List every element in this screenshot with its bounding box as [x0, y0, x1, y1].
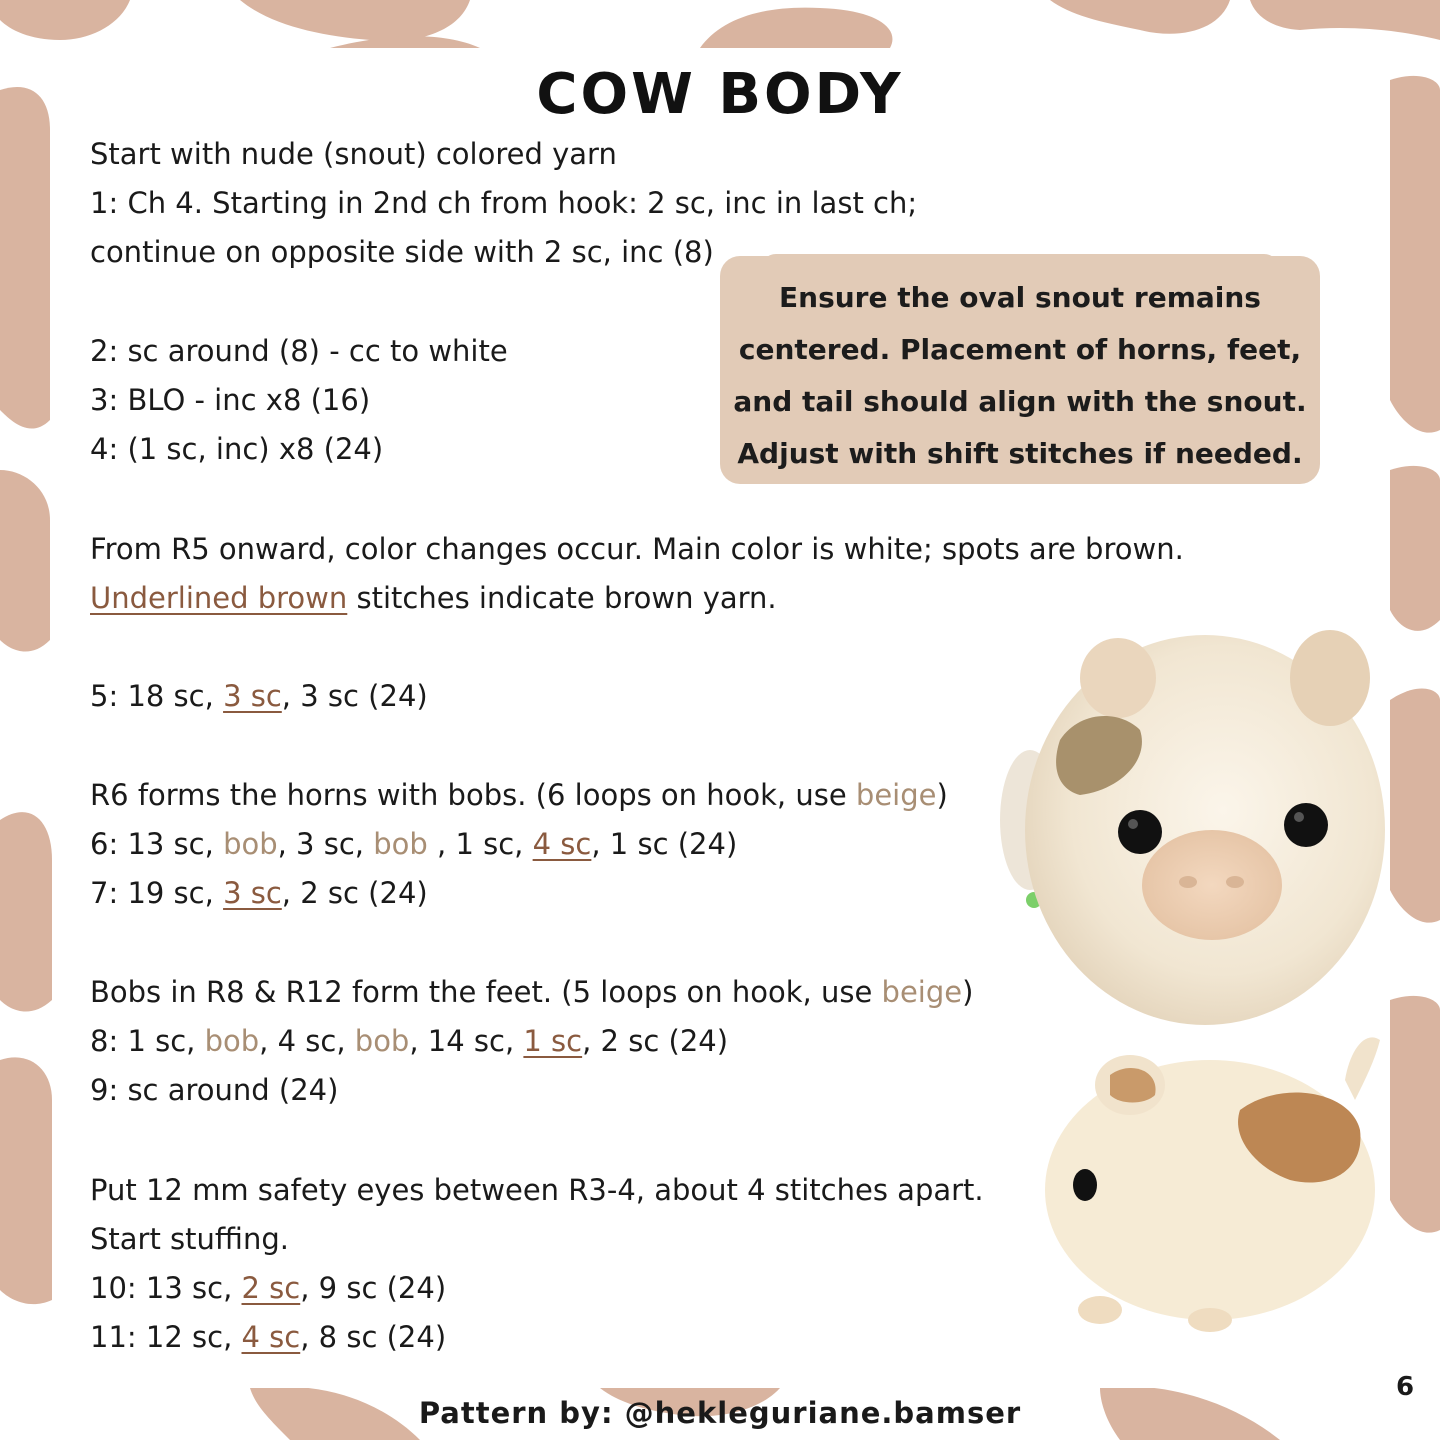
round-7-c: , 2 sc (24) [281, 876, 428, 910]
round-11-brown: 4 sc [241, 1320, 301, 1354]
intro-line-1: Start with nude (snout) colored yarn [90, 137, 617, 171]
note-line-3: and tail should align with the snout. [733, 385, 1307, 418]
note-line-2: centered. Placement of horns, feet, [738, 333, 1302, 366]
round-11-a: 11: 12 sc, [90, 1320, 242, 1354]
round-8-b: , 4 sc, [259, 1024, 355, 1058]
eyes-line-1: Put 12 mm safety eyes between R3-4, about 4 stitches apart. [90, 1173, 984, 1207]
round-6-b: , 3 sc, [277, 827, 374, 861]
color-info-rest: stitches indicate brown yarn. [347, 581, 777, 615]
round-6 [90, 826, 737, 862]
cow-front-photo [1000, 620, 1390, 1030]
round-5-brown: 3 sc [223, 679, 282, 713]
round-10 [90, 1270, 446, 1306]
feet-intro-a: Bobs in R8 & R12 form the feet. (5 loops on hook, use [90, 975, 882, 1009]
page-number: 6 [1396, 1372, 1415, 1402]
round-8-e: , 2 sc (24) [582, 1024, 729, 1058]
round-1-line: 1: Ch 4. Starting in 2nd ch from hook: 2 sc, inc in last ch; [90, 186, 918, 220]
round-6-brown: 4 sc [532, 827, 592, 861]
round-8-bob-1: bob [204, 1024, 260, 1058]
cow-side-photo [1030, 1020, 1390, 1350]
round-6-intro-c: ) [936, 778, 948, 812]
round-6-a: 6: 13 sc, [90, 827, 224, 861]
round-1-continued: continue on opposite side with 2 sc, inc (8) [90, 235, 714, 269]
color-info-line-1: From R5 onward, color changes occur. Main color is white; spots are brown. [90, 532, 1184, 566]
round-10-brown: 2 sc [241, 1271, 301, 1305]
round-6-e: , 1 sc (24) [591, 827, 738, 861]
round-5-c: , 3 sc (24) [281, 679, 428, 713]
round-6-c: , 1 sc, [427, 827, 533, 861]
round-10-a: 10: 13 sc, [90, 1271, 242, 1305]
round-2: 2: sc around (8) - cc to white [90, 334, 508, 368]
round-5 [90, 678, 428, 714]
round-7-brown: 3 sc [223, 876, 282, 910]
feet-intro-c: ) [962, 975, 974, 1009]
round-4: 4: (1 sc, inc) x8 (24) [90, 432, 384, 466]
round-6-bob-1: bob [223, 827, 278, 861]
color-info-line-2 [90, 580, 777, 616]
pattern-credit: Pattern by: @hekleguriane.bamser [418, 1396, 1022, 1430]
round-6-intro-beige: beige [855, 778, 937, 812]
underlined-brown-label: Underlined brown [90, 581, 348, 615]
round-7 [90, 875, 428, 911]
round-6-intro [90, 777, 948, 813]
eyes-line-2: Start stuffing. [90, 1222, 289, 1256]
round-5-a: 5: 18 sc, [90, 679, 224, 713]
round-8-bob-2: bob [354, 1024, 410, 1058]
note-text [720, 272, 1320, 480]
feet-intro-beige: beige [881, 975, 963, 1009]
round-6-bob-2: bob [373, 827, 428, 861]
note-line-1: Ensure the oval snout remains [779, 281, 1261, 314]
round-10-c: , 9 sc (24) [300, 1271, 447, 1305]
round-3: 3: BLO - inc x8 (16) [90, 383, 371, 417]
round-7-a: 7: 19 sc, [90, 876, 224, 910]
note-line-4: Adjust with shift stitches if needed. [737, 437, 1303, 470]
round-8-a: 8: 1 sc, [90, 1024, 205, 1058]
round-11 [90, 1319, 446, 1355]
round-9: 9: sc around (24) [90, 1073, 339, 1107]
page-title: COW BODY [536, 62, 904, 127]
round-11-c: , 8 sc (24) [300, 1320, 447, 1354]
round-6-intro-a: R6 forms the horns with bobs. (6 loops on hook, use [90, 778, 856, 812]
round-8-c: , 14 sc, [409, 1024, 524, 1058]
round-8 [90, 1023, 728, 1059]
feet-intro [90, 974, 973, 1010]
round-8-brown: 1 sc [523, 1024, 583, 1058]
